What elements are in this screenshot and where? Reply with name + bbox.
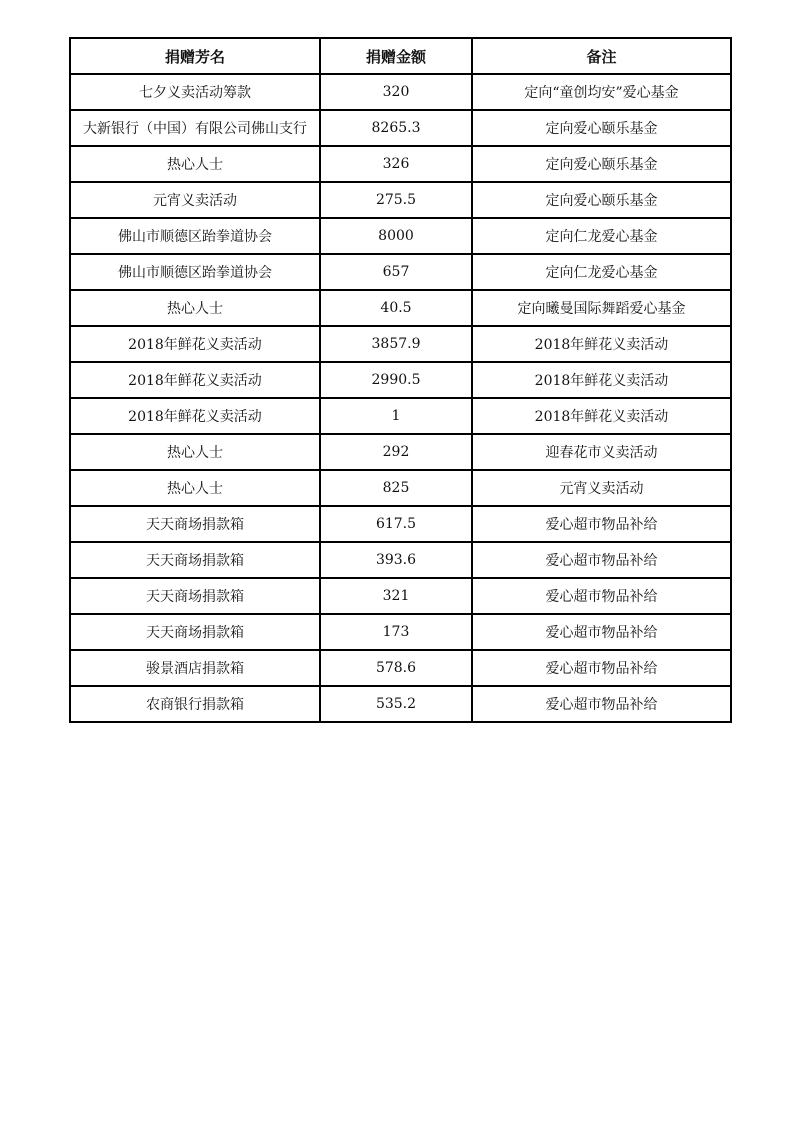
donor-name-cell: 热心人士 [70,146,320,182]
table-row [70,326,731,362]
table-row [70,614,731,650]
table-row [70,254,731,290]
note-cell: 爱心超市物品补给 [472,506,731,542]
note-cell: 爱心超市物品补给 [472,542,731,578]
donor-name-cell: 天天商场捐款箱 [70,614,320,650]
donation-amount-cell: 292 [320,434,472,470]
donor-name-cell: 热心人士 [70,290,320,326]
donor-name-cell: 2018年鲜花义卖活动 [70,398,320,434]
header-donation-amount: 捐赠金额 [320,38,472,74]
donor-name-cell: 天天商场捐款箱 [70,506,320,542]
donation-amount-cell: 326 [320,146,472,182]
note-cell: 2018年鲜花义卖活动 [472,326,731,362]
donor-name-cell: 元宵义卖活动 [70,182,320,218]
note-cell: 爱心超市物品补给 [472,614,731,650]
donor-name-cell: 骏景酒店捐款箱 [70,650,320,686]
donation-amount-cell: 3857.9 [320,326,472,362]
donation-amount-cell: 275.5 [320,182,472,218]
note-cell: 定向“童创均安”爱心基金 [472,74,731,110]
table-row [70,650,731,686]
donation-amount-cell: 825 [320,470,472,506]
donation-amount-cell: 8265.3 [320,110,472,146]
table-body [70,74,731,722]
note-cell: 定向爱心颐乐基金 [472,182,731,218]
header-note: 备注 [472,38,731,74]
table-row [70,470,731,506]
note-cell: 定向爱心颐乐基金 [472,110,731,146]
donor-name-cell: 佛山市顺德区跆拳道协会 [70,254,320,290]
header-donor-name: 捐赠芳名 [70,38,320,74]
table-row [70,218,731,254]
table-row [70,290,731,326]
donor-name-cell: 2018年鲜花义卖活动 [70,326,320,362]
donor-name-cell: 佛山市顺德区跆拳道协会 [70,218,320,254]
donation-amount-cell: 657 [320,254,472,290]
note-cell: 2018年鲜花义卖活动 [472,398,731,434]
note-cell: 定向仁龙爱心基金 [472,218,731,254]
table-row [70,146,731,182]
note-cell: 定向仁龙爱心基金 [472,254,731,290]
donation-amount-cell: 617.5 [320,506,472,542]
donation-amount-cell: 1 [320,398,472,434]
donor-name-cell: 天天商场捐款箱 [70,578,320,614]
donation-amount-cell: 578.6 [320,650,472,686]
donor-name-cell: 热心人士 [70,470,320,506]
table-row [70,398,731,434]
donation-table [69,37,732,723]
note-cell: 定向爱心颐乐基金 [472,146,731,182]
donation-amount-cell: 320 [320,74,472,110]
donation-amount-cell: 535.2 [320,686,472,722]
table-row [70,434,731,470]
note-cell: 元宵义卖活动 [472,470,731,506]
donor-name-cell: 天天商场捐款箱 [70,542,320,578]
donation-amount-cell: 173 [320,614,472,650]
table-row [70,362,731,398]
table-row [70,182,731,218]
table-header [70,38,731,74]
donation-amount-cell: 393.6 [320,542,472,578]
table-row [70,506,731,542]
donation-amount-cell: 2990.5 [320,362,472,398]
donation-amount-cell: 40.5 [320,290,472,326]
donor-name-cell: 农商银行捐款箱 [70,686,320,722]
donor-name-cell: 七夕义卖活动筹款 [70,74,320,110]
donor-name-cell: 热心人士 [70,434,320,470]
donor-name-cell: 大新银行（中国）有限公司佛山支行 [70,110,320,146]
header-row [70,38,731,74]
donation-amount-cell: 8000 [320,218,472,254]
note-cell: 2018年鲜花义卖活动 [472,362,731,398]
table-row [70,110,731,146]
note-cell: 定向曦曼国际舞蹈爱心基金 [472,290,731,326]
note-cell: 迎春花市义卖活动 [472,434,731,470]
donor-name-cell: 2018年鲜花义卖活动 [70,362,320,398]
table-row [70,74,731,110]
note-cell: 爱心超市物品补给 [472,578,731,614]
table-row [70,542,731,578]
note-cell: 爱心超市物品补给 [472,686,731,722]
table-row [70,686,731,722]
donation-amount-cell: 321 [320,578,472,614]
table-row [70,578,731,614]
note-cell: 爱心超市物品补给 [472,650,731,686]
